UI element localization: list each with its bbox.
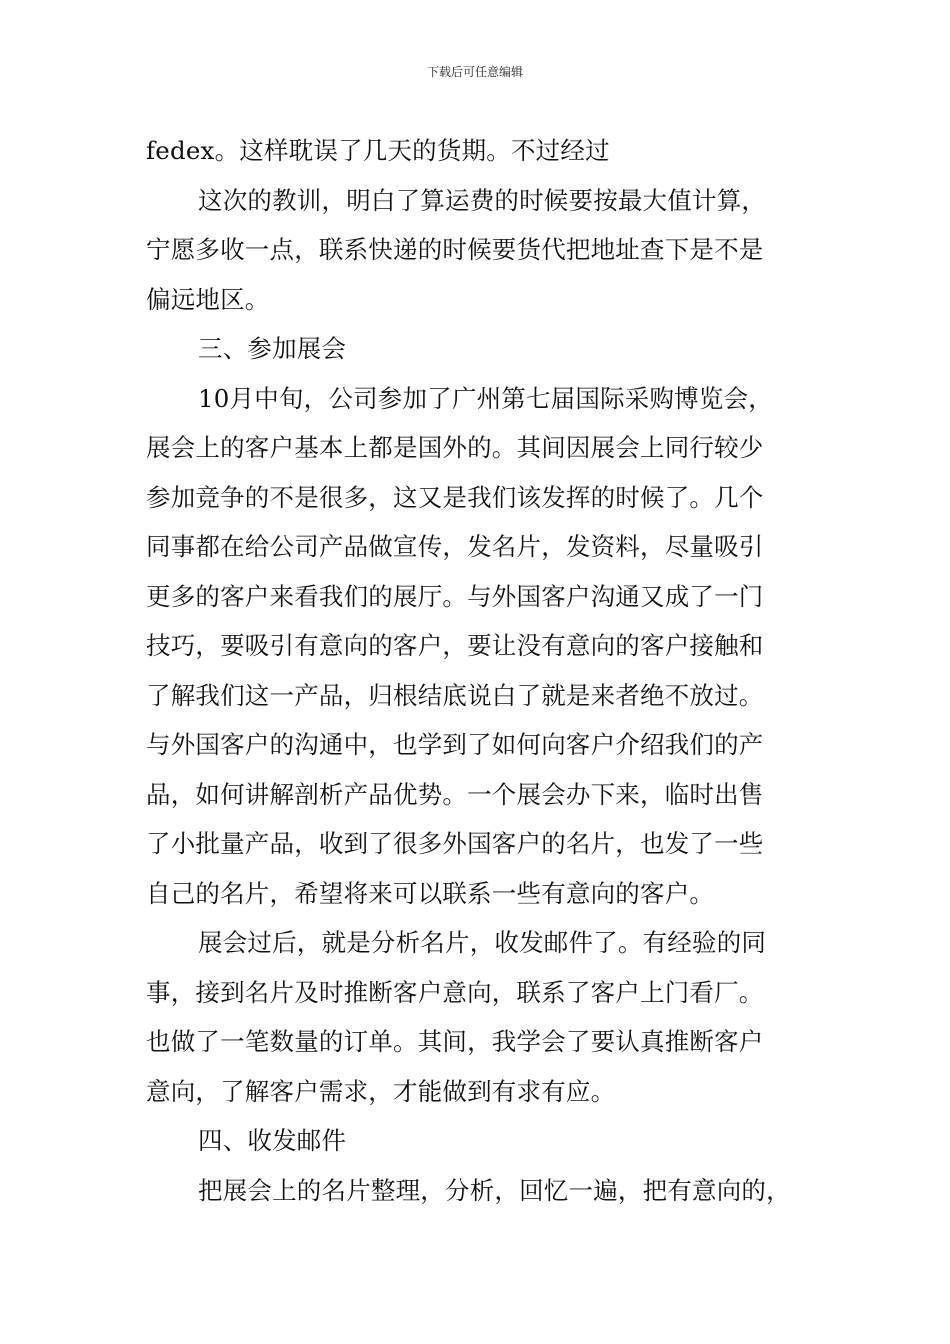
document-body [146,126,816,1215]
text-line-9: 同事都在给公司产品做宣传，发名片，发资料，尽量吸引 [146,532,764,561]
text-line-22: 把展会上的名片整理，分析，回忆一遍，把有意向的， [198,1175,791,1205]
text-line-10: 更多的客户来看我们的展厅。与外国客户沟通又成了一门 [146,581,764,611]
section-heading-4: 四、收发邮件 [198,1126,347,1155]
text-line-4: 偏远地区。 [146,284,270,314]
text-line-15: 了小批量产品，收到了很多外国客户的名片，也发了一些 [146,829,764,858]
text-line-16: 自己的名片，希望将来可以联系一些有意向的客户。 [146,878,715,908]
text-line-8: 参加竞争的不是很多，这又是我们该发挥的时候了。几个 [146,482,764,512]
text-line-13: 与外国客户的沟通中，也学到了如何向客户介绍我们的产 [146,730,764,759]
page-header-note: 下载后可任意编辑 [426,65,523,79]
text-line-2: 这次的教训，明白了算运费的时候要按最大值计算， [198,185,767,215]
text-line-12: 了解我们这一产品，归根结底说白了就是来者绝不放过。 [146,680,764,710]
text-line-7: 展会上的客户基本上都是国外的。其间因展会上同行较少 [146,433,764,462]
text-line-11: 技巧，要吸引有意向的客户，要让没有意向的客户接触和 [146,631,764,660]
text-line-14: 品，如何讲解剖析产品优势。一个展会办下来，临时出售 [146,779,764,809]
text-line-17: 展会过后，就是分析名片，收发邮件了。有经验的同 [198,928,767,957]
text-line-3: 宁愿多收一点，联系快递的时候要货代把地址查下是不是 [146,235,764,264]
text-line-19: 也做了一笔数量的订单。其间，我学会了要认真推断客户 [146,1027,764,1056]
text-line-1: fedex。这样耽误了几天的货期。不过经过 [146,136,610,165]
text-line-18: 事，接到名片及时推断客户意向，联系了客户上门看厂。 [146,977,764,1007]
text-line-6: 10月中旬，公司参加了广州第七届国际采购博览会， [198,383,773,413]
section-heading-3: 三、参加展会 [198,334,347,363]
text-line-20: 意向，了解客户需求，才能做到有求有应。 [146,1076,616,1106]
